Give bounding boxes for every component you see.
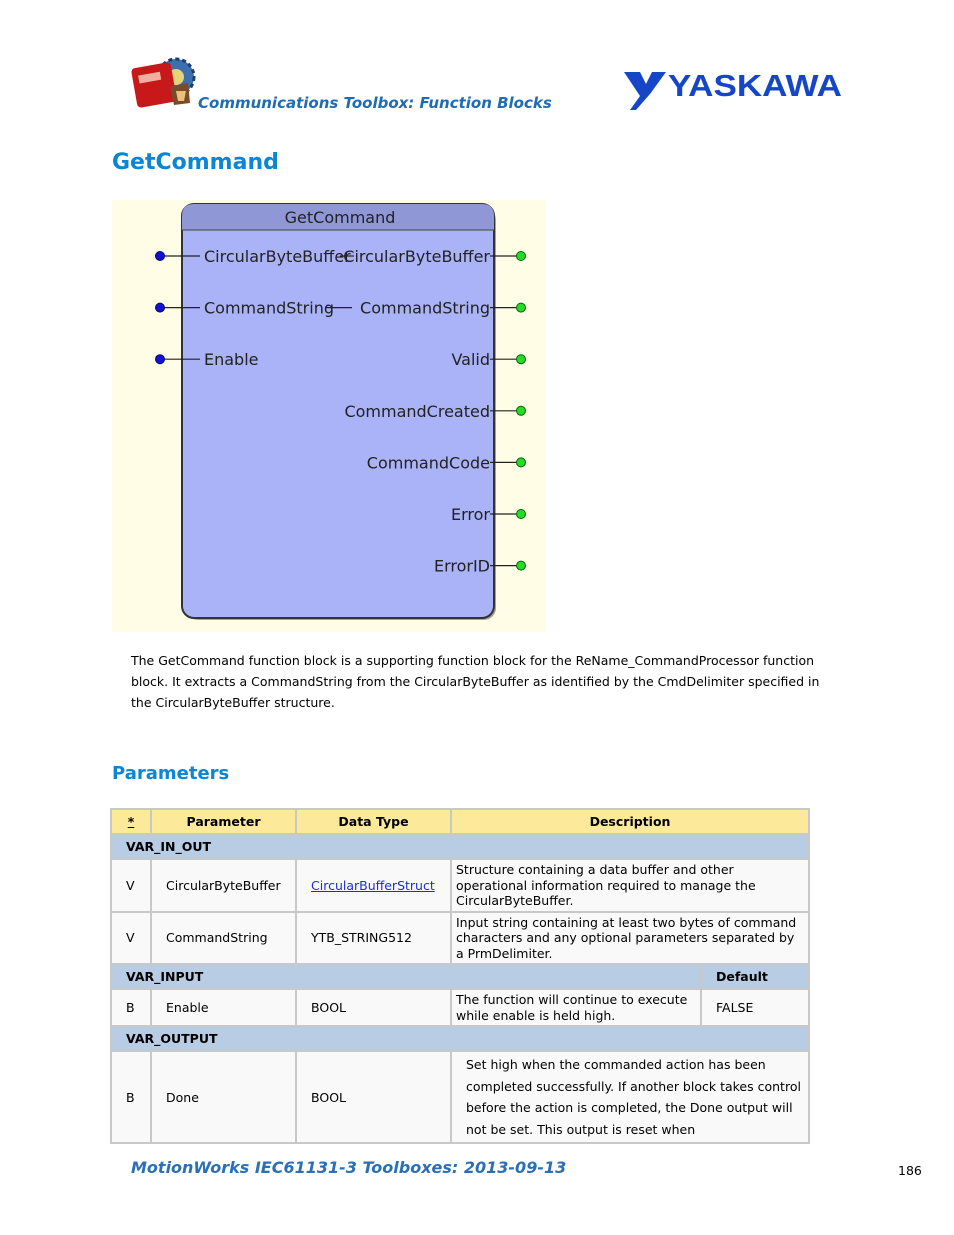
- section-label: VAR_INPUT: [111, 964, 701, 989]
- function-block-diagram: [112, 200, 546, 632]
- input-label: CommandString: [204, 298, 334, 318]
- section-row-input: [111, 964, 809, 989]
- row-flag: V: [111, 859, 151, 912]
- brand-text: YASKAWA: [668, 68, 842, 103]
- output-label: Valid: [451, 350, 490, 370]
- table-row: [111, 912, 809, 965]
- table-row: [111, 989, 809, 1026]
- input-pin-commandstring: [156, 303, 165, 312]
- row-type: YTB_STRING512: [296, 912, 451, 965]
- output-pin-circularbytebuffer: [517, 252, 526, 261]
- section-label: VAR_OUTPUT: [111, 1026, 809, 1051]
- row-name: Enable: [151, 989, 296, 1026]
- input-label: CircularByteBuffer: [204, 247, 351, 266]
- page-title: GetCommand: [112, 150, 279, 175]
- row-type: BOOL: [296, 989, 451, 1026]
- output-label: CircularByteBuffer: [343, 247, 490, 266]
- output-label: CommandString: [360, 298, 490, 318]
- table-header-row: [111, 809, 809, 834]
- toolbox-logo-icon: [130, 55, 198, 111]
- footer-title: MotionWorks IEC61131-3 Toolboxes: 2013-09-13: [131, 1158, 567, 1177]
- row-type: [296, 859, 451, 912]
- description-paragraph: The GetCommand function block is a supporting function block for the ReName_CommandProcessor function block. It extracts a CommandString from the CircularByteBuffer as identified by the CmdDelimiter specified in the CircularByteBuffer structure.: [131, 653, 820, 710]
- output-label: CommandCode: [366, 453, 490, 473]
- col-datatype-header: Data Type: [296, 809, 451, 834]
- default-header: Default: [701, 964, 809, 989]
- table-row: [111, 859, 809, 912]
- row-type: BOOL: [296, 1051, 451, 1143]
- parameters-heading: Parameters: [112, 763, 230, 784]
- header-title: Communications Toolbox: Function Blocks: [198, 94, 552, 112]
- table-row: [111, 1051, 809, 1143]
- page-number: 186: [898, 1163, 922, 1178]
- row-description: Structure containing a data buffer and other operational information required to manage the CircularByteBuffer.: [451, 859, 809, 912]
- yaskawa-logo: [622, 66, 844, 112]
- col-star-header: *: [111, 809, 151, 834]
- output-label: CommandCreated: [344, 401, 490, 421]
- input-pin-circularbytebuffer: [156, 252, 165, 261]
- row-name: Done: [151, 1051, 296, 1143]
- input-label: Enable: [204, 350, 259, 370]
- output-label: Error: [451, 505, 490, 524]
- row-name: CircularByteBuffer: [151, 859, 296, 912]
- col-parameter-header: Parameter: [151, 809, 296, 834]
- row-flag: B: [111, 989, 151, 1026]
- row-description: Input string containing at least two bytes of command characters and any optional parameters separated by a PrmDelimiter.: [451, 912, 809, 965]
- datatype-link[interactable]: CircularBufferStruct: [311, 877, 435, 893]
- output-pin-commandstring: [517, 303, 526, 312]
- section-label: VAR_IN_OUT: [111, 834, 809, 859]
- output-pin-valid: [517, 355, 526, 364]
- row-flag: B: [111, 1051, 151, 1143]
- section-row-output: [111, 1026, 809, 1051]
- section-row-in-out: [111, 834, 809, 859]
- input-pin-enable: [156, 355, 165, 364]
- row-description: Set high when the commanded action has been completed successfully. If another block takes control before the action is completed, the Done output will not be set. This output is reset when: [451, 1051, 809, 1143]
- parameters-table: [110, 808, 810, 1144]
- row-name: CommandString: [151, 912, 296, 965]
- row-description: The function will continue to execute while enable is held high.: [451, 989, 701, 1026]
- fb-title: GetCommand: [284, 208, 396, 227]
- row-default: FALSE: [701, 989, 809, 1026]
- row-flag: V: [111, 912, 151, 965]
- output-pin-error: [517, 510, 526, 519]
- output-pin-errorid: [517, 561, 526, 570]
- col-description-header: Description: [451, 809, 809, 834]
- output-pin-commandcreated: [517, 406, 526, 415]
- output-pin-commandcode: [517, 458, 526, 467]
- output-label: ErrorID: [433, 556, 490, 576]
